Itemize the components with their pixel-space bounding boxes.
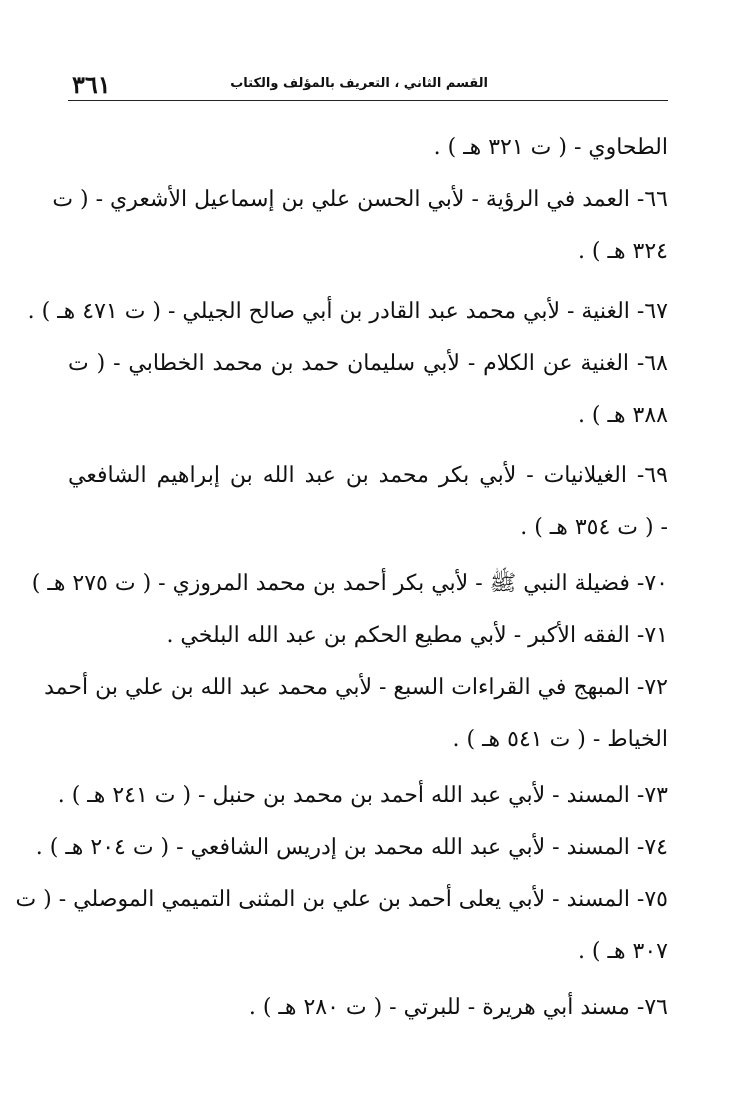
text-line: ٧٣- المسند - لأبي عبد الله أحمد بن محمد بن حنبل - ( ت ٢٤١ هـ ) . xyxy=(57,783,668,808)
text-line: ٦٦- العمد في الرؤية - لأبي الحسن علي بن إسماعيل الأشعري - ( ت xyxy=(52,187,668,212)
text-line: الخياط - ( ت ٥٤١ هـ ) . xyxy=(452,727,668,752)
text-line: ٣٨٨ هـ ) . xyxy=(577,403,668,428)
text-line: - ( ت ٣٥٤ هـ ) . xyxy=(520,515,668,540)
page-number: ٣٦١ xyxy=(72,70,111,99)
text-line: ٧٢- المبهج في القراءات السبع - لأبي محمد عبد الله بن علي بن أحمد xyxy=(44,675,668,700)
text-line: ٣٢٤ هـ ) . xyxy=(577,239,668,264)
running-title: القسم الثاني ، التعريف بالمؤلف والكتاب xyxy=(230,76,488,91)
text-line: ٧٦- مسند أبي هريرة - للبرتي - ( ت ٢٨٠ هـ ) . xyxy=(248,995,668,1020)
text-line: ٧٥- المسند - لأبي يعلى أحمد بن علي بن المثنى التميمي الموصلي - ( ت xyxy=(15,887,668,912)
page-header xyxy=(68,66,668,101)
text-line: الطحاوي - ( ت ٣٢١ هـ ) . xyxy=(433,135,668,160)
text-line: ٦٧- الغنية - لأبي محمد عبد القادر بن أبي صالح الجيلي - ( ت ٤٧١ هـ ) . xyxy=(27,299,668,324)
text-line: ٧٤- المسند - لأبي عبد الله محمد بن إدريس الشافعي - ( ت ٢٠٤ هـ ) . xyxy=(35,835,668,860)
text-line: ٦٩- الغيلانيات - لأبي بكر محمد بن عبد الله بن إبراهيم الشافعي xyxy=(68,463,668,488)
text-line: ٣٠٧ هـ ) . xyxy=(577,939,668,964)
text-line: ٧١- الفقه الأكبر - لأبي مطيع الحكم بن عبد الله البلخي . xyxy=(166,623,668,648)
text-line: ٦٨- الغنية عن الكلام - لأبي سليمان حمد بن محمد الخطابي - ( ت xyxy=(68,351,668,376)
page-body xyxy=(15,122,668,1034)
text-line: ٧٠- فضيلة النبي ﷺ - لأبي بكر أحمد بن محمد المروزي - ( ت ٢٧٥ هـ ) xyxy=(31,571,668,596)
